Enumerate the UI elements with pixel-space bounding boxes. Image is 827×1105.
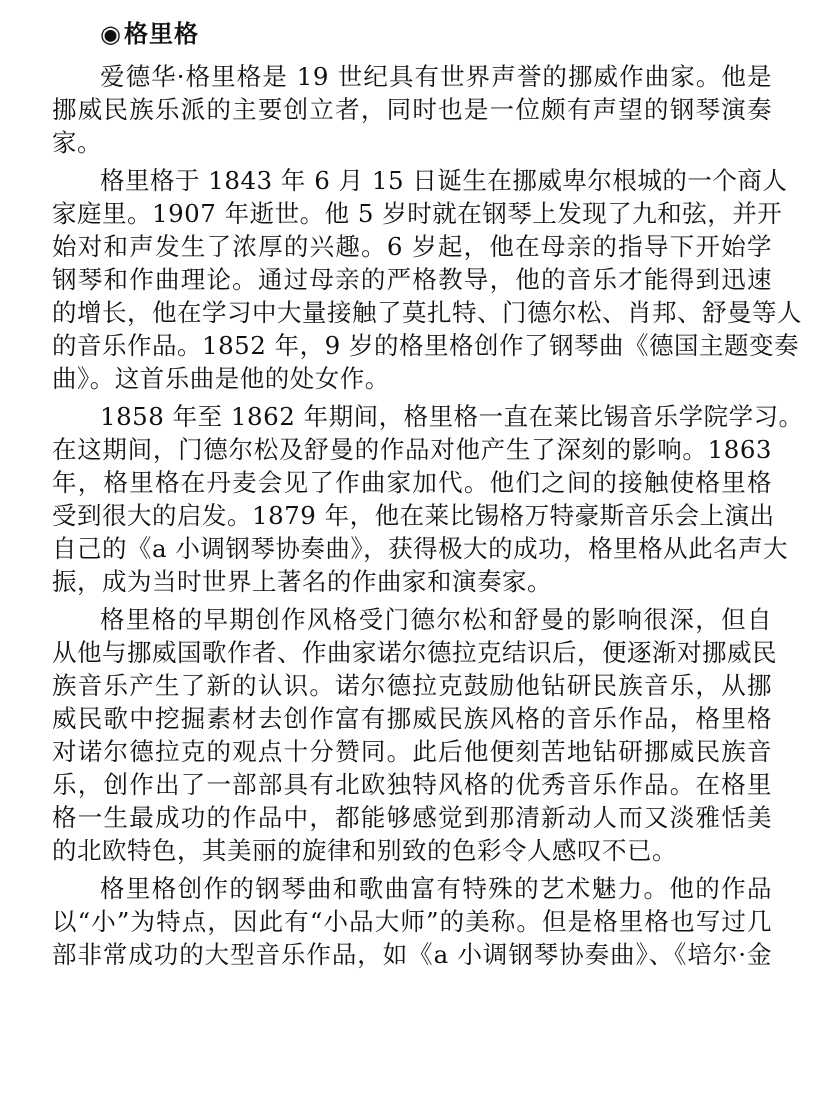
text-line: 在这期间，门德尔松及舒曼的作品对他产生了深刻的影响。1863 [52,435,772,464]
text-line: 曲》。这首乐曲是他的处女作。 [52,364,390,393]
text-line: 家。 [52,128,102,157]
text-line: 1858 年至 1862 年期间，格里格一直在莱比锡音乐学院学习。 [100,402,804,431]
text-line: 的北欧特色，其美丽的旋律和别致的色彩令人感叹不已。 [52,836,677,865]
section-heading [100,14,199,49]
text-line: 族音乐产生了新的认识。诺尔德拉克鼓励他钻研民族音乐，从挪 [52,671,772,700]
text-line: 部非常成功的大型音乐作品，如《a 小调钢琴协奏曲》、《培尔·金 [52,940,772,969]
text-line: 格一生最成功的作品中，都能够感觉到那清新动人而又淡雅恬美 [52,803,772,832]
text-line: 的增长，他在学习中大量接触了莫扎特、门德尔松、肖邦、舒曼等人 [52,298,802,327]
heading-title: 格里格 [123,19,199,48]
text-line: 挪威民族乐派的主要创立者，同时也是一位颇有声望的钢琴演奏 [52,95,772,124]
text-line: 年，格里格在丹麦会见了作曲家加代。他们之间的接触使格里格 [52,468,772,497]
text-line: 家庭里。1907 年逝世。他 5 岁时就在钢琴上发现了九和弦，并开 [52,199,783,228]
text-line: 始对和声发生了浓厚的兴趣。6 岁起，他在母亲的指导下开始学 [52,232,772,261]
text-line: 对诺尔德拉克的观点十分赞同。此后他便刻苦地钻研挪威民族音 [52,737,772,766]
text-line: 乐，创作出了一部部具有北欧独特风格的优秀音乐作品。在格里 [52,770,772,799]
text-line: 格里格于 1843 年 6 月 15 日诞生在挪威卑尔根城的一个商人 [100,166,788,195]
text-line: 钢琴和作曲理论。通过母亲的严格教导，他的音乐才能得到迅速 [52,265,772,294]
text-line: 爱德华·格里格是 19 世纪具有世界声誉的挪威作曲家。他是 [100,62,772,91]
text-line: 自己的《a 小调钢琴协奏曲》，获得极大的成功，格里格从此名声大 [52,534,789,563]
text-line: 威民歌中挖掘素材去创作富有挪威民族风格的音乐作品，格里格 [52,704,772,733]
text-line: 格里格的早期创作风格受门德尔松和舒曼的影响很深，但自 [100,605,772,634]
text-line: 受到很大的启发。1879 年，他在莱比锡格万特豪斯音乐会上演出 [52,501,775,530]
text-line: 的音乐作品。1852 年，9 岁的格里格创作了钢琴曲《德国主题变奏 [52,331,800,360]
text-line: 振，成为当时世界上著名的作曲家和演奏家。 [52,567,552,596]
text-line: 格里格创作的钢琴曲和歌曲富有特殊的艺术魅力。他的作品 [100,874,772,903]
text-line: 从他与挪威国歌作者、作曲家诺尔德拉克结识后，便逐渐对挪威民 [52,638,777,667]
bullet-icon: ◉ [100,19,122,48]
text-line: 以“小”为特点，因此有“小品大师”的美称。但是格里格也写过几 [52,907,772,936]
